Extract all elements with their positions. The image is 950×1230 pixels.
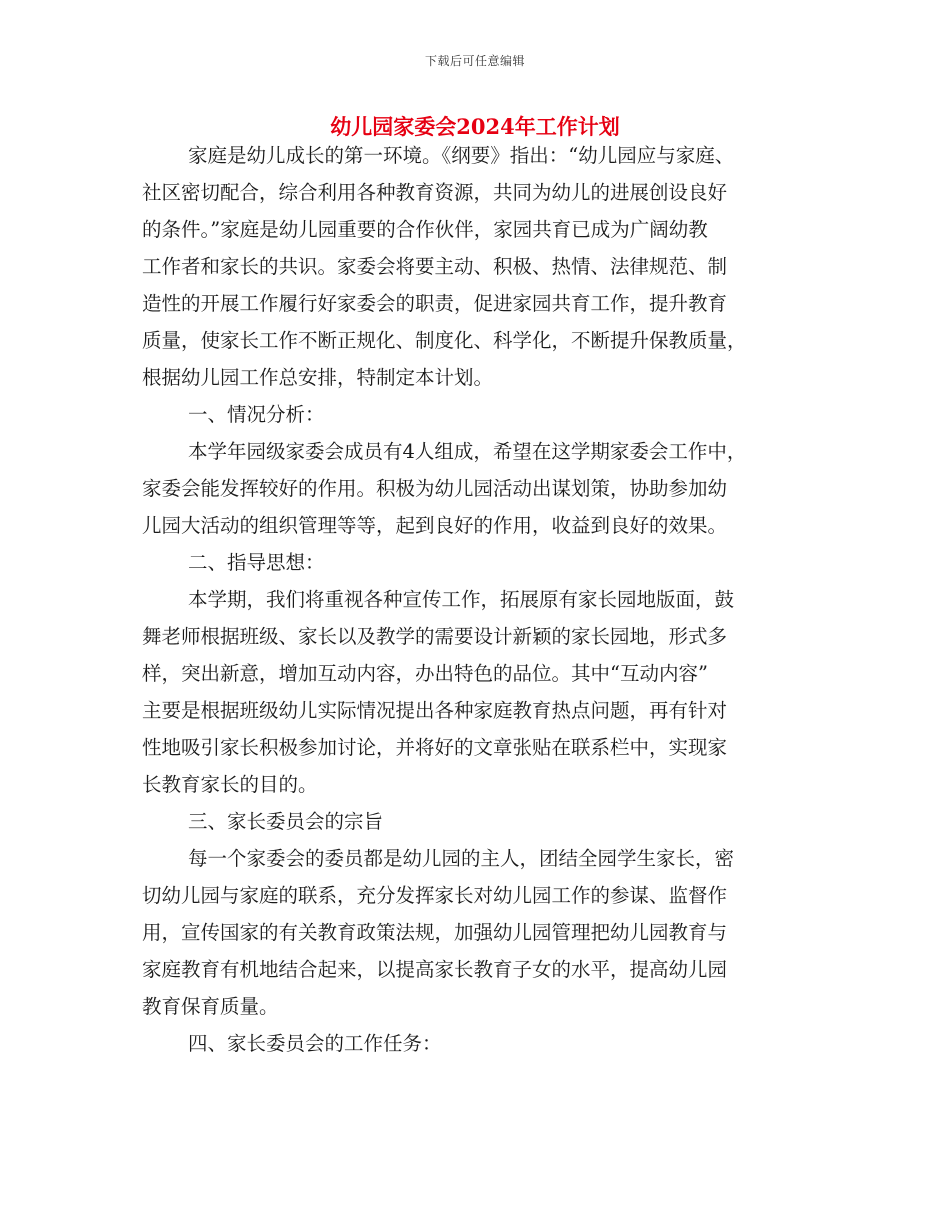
body-line: 家委会能发挥较好的作用。积极为幼儿园活动出谋划策，协助参加幼: [142, 477, 728, 500]
section-heading: 二、指导思想：: [188, 551, 325, 574]
page-header: 下载后可任意编辑: [424, 54, 525, 68]
body-line: 教育保育质量。: [142, 995, 279, 1018]
body-line: 样，突出新意，增加互动内容，办出特色的品位。其中“互动内容”: [142, 662, 708, 685]
body-line: 社区密切配合，综合利用各种教育资源，共同为幼儿的进展创设良好: [142, 181, 728, 204]
body-line: 家庭教育有机地结合起来，以提高家长教育子女的水平，提高幼儿园: [142, 958, 728, 981]
section-heading: 四、家长委员会的工作任务：: [188, 1032, 442, 1055]
body-line: 用，宣传国家的有关教育政策法规，加强幼儿园管理把幼儿园教育与: [142, 921, 728, 944]
body-line: 的条件。”家庭是幼儿园重要的合作伙伴，家园共育已成为广阔幼教: [142, 218, 708, 241]
body-line: 主要是根据班级幼儿实际情况提出各种家庭教育热点问题，再有针对: [142, 699, 728, 722]
document-body: [142, 137, 810, 1062]
body-line: 长教育家长的目的。: [142, 773, 318, 796]
body-line: 性地吸引家长积极参加讨论，并将好的文章张贴在联系栏中，实现家: [142, 736, 728, 759]
body-line: 舞老师根据班级、家长以及教学的需要设计新颖的家长园地，形式多: [142, 625, 728, 648]
body-line: 工作者和家长的共识。家委会将要主动、积极、热情、法律规范、制: [142, 255, 728, 278]
section-heading: 三、家长委员会的宗旨: [188, 810, 384, 833]
body-line: 本学期，我们将重视各种宣传工作，拓展原有家长园地版面，鼓: [188, 588, 735, 611]
body-line: 家庭是幼儿成长的第一环境。《纲要》指出：“幼儿园应与家庭、: [188, 144, 735, 167]
body-line: 每一个家委会的委员都是幼儿园的主人，团结全园学生家长，密: [188, 847, 735, 870]
body-line: 造性的开展工作履行好家委会的职责，促进家园共育工作，提升教育: [142, 292, 728, 315]
body-line: 本学年园级家委会成员有4人组成，希望在这学期家委会工作中，: [188, 440, 747, 463]
section-heading: 一、情况分析：: [188, 403, 325, 426]
document-title: 幼儿园家委会2024年工作计划: [330, 114, 620, 139]
body-line: 切幼儿园与家庭的联系，充分发挥家长对幼儿园工作的参谋、监督作: [142, 884, 728, 907]
body-line: 质量，使家长工作不断正规化、制度化、科学化，不断提升保教质量，: [142, 329, 747, 352]
body-line: 儿园大活动的组织管理等等，起到良好的作用，收益到良好的效果。: [142, 514, 728, 537]
body-line: 根据幼儿园工作总安排，特制定本计划。: [142, 366, 494, 389]
